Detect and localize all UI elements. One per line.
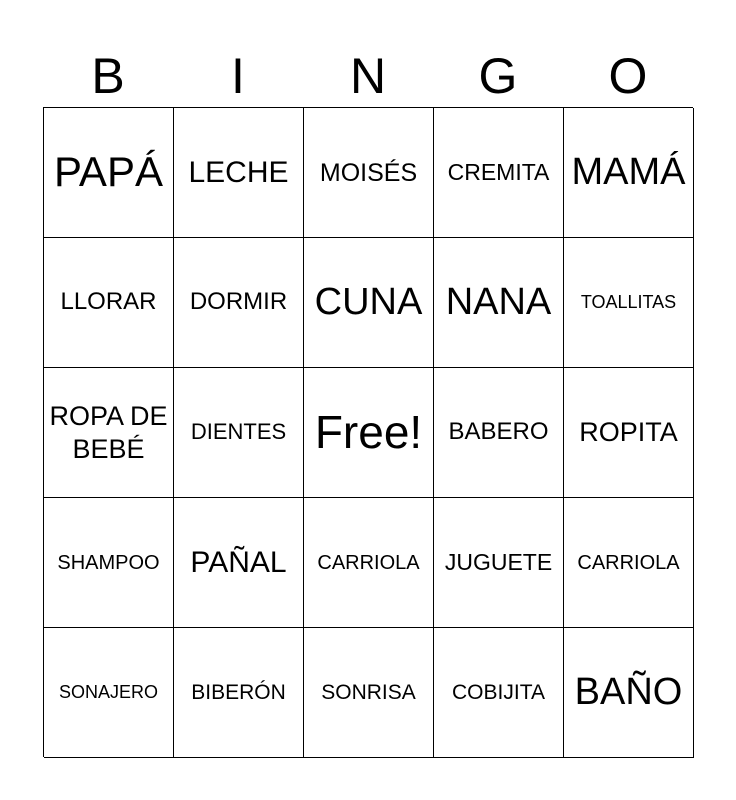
bingo-cell-r3-c2[interactable]: DIENTES <box>174 368 304 498</box>
bingo-cell-r5-c4[interactable]: COBIJITA <box>434 628 564 758</box>
bingo-cell-r1-c2[interactable]: LECHE <box>174 108 304 238</box>
bingo-cell-r2-c3[interactable]: CUNA <box>304 238 434 368</box>
header-letter-g: G <box>478 48 518 104</box>
bingo-cell-r4-c4[interactable]: JUGUETE <box>434 498 564 628</box>
bingo-cell-r3-c1[interactable]: ROPA DE BEBÉ <box>44 368 174 498</box>
bingo-cell-r1-c1[interactable]: PAPÁ <box>44 108 174 238</box>
bingo-cell-r1-c5[interactable]: MAMÁ <box>564 108 694 238</box>
bingo-cell-free[interactable]: Free! <box>304 368 434 498</box>
bingo-cell-r4-c2[interactable]: PAÑAL <box>174 498 304 628</box>
bingo-cell-r2-c1[interactable]: LLORAR <box>44 238 174 368</box>
bingo-cell-r5-c1[interactable]: SONAJERO <box>44 628 174 758</box>
bingo-cell-r1-c4[interactable]: CREMITA <box>434 108 564 238</box>
bingo-cell-r5-c2[interactable]: BIBERÓN <box>174 628 304 758</box>
bingo-cell-r2-c2[interactable]: DORMIR <box>174 238 304 368</box>
bingo-cell-r5-c3[interactable]: SONRISA <box>304 628 434 758</box>
bingo-cell-r5-c5[interactable]: BAÑO <box>564 628 694 758</box>
header-letter-n: N <box>349 48 387 104</box>
bingo-cell-r2-c5[interactable]: TOALLITAS <box>564 238 694 368</box>
bingo-cell-r1-c3[interactable]: MOISÉS <box>304 108 434 238</box>
bingo-cell-r4-c1[interactable]: SHAMPOO <box>44 498 174 628</box>
bingo-cell-r4-c5[interactable]: CARRIOLA <box>564 498 694 628</box>
bingo-cell-r3-c4[interactable]: BABERO <box>434 368 564 498</box>
header-letter-b: B <box>91 48 125 104</box>
bingo-cell-r4-c3[interactable]: CARRIOLA <box>304 498 434 628</box>
bingo-header <box>43 44 693 108</box>
bingo-board <box>43 107 693 757</box>
header-letter-o: O <box>608 48 648 104</box>
bingo-cell-r3-c5[interactable]: ROPITA <box>564 368 694 498</box>
bingo-cell-r2-c4[interactable]: NANA <box>434 238 564 368</box>
header-letter-i: I <box>231 48 245 104</box>
